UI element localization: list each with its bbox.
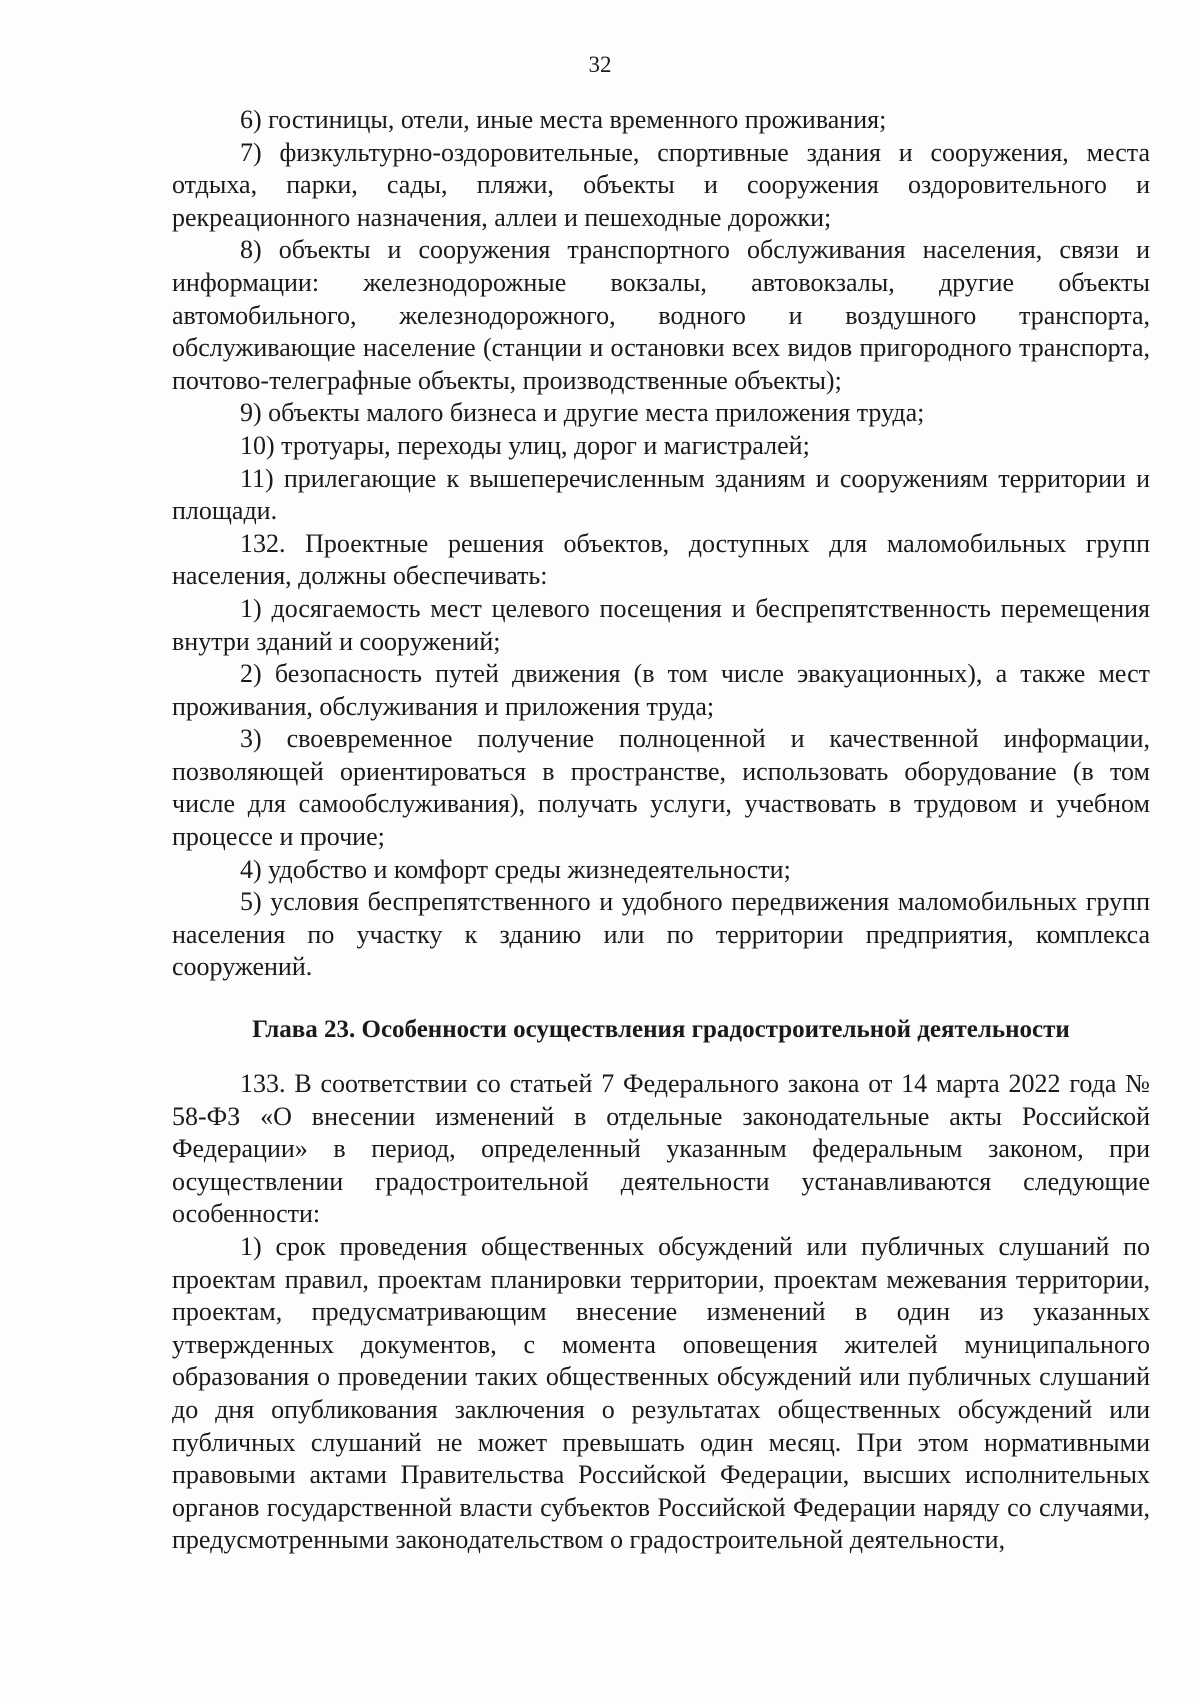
paragraph: 5) условия беспрепятственного и удобного передвижения маломобильных групп населения по участку к зданию или по территории предприятия, комплекса сооружений. [172, 887, 1150, 982]
page-number: 32 [588, 52, 612, 77]
document-body [172, 104, 1150, 1557]
paragraph: 4) удобство и комфорт среды жизнедеятельности; [240, 854, 791, 884]
paragraph: 9) объекты малого бизнеса и другие места приложения труда; [240, 398, 925, 428]
chapter-heading: Глава 23. Особенности осуществления градостроительной деятельности [252, 1016, 1070, 1044]
paragraph: 8) объекты и сооружения транспортного обслуживания населения, связи и информации: железнодорожные вокзалы, автовокзалы, другие объекты автомобильного, железнодорожного, водного и воздушного транспорта, обслуживающие население (станции и остановки всех видов пригородного транспорта, почтово-телеграфные объекты, производственные объекты); [172, 235, 1150, 395]
paragraph: 10) тротуары, переходы улиц, дорог и магистралей; [240, 430, 810, 460]
paragraph: 7) физкультурно-оздоровительные, спортивные здания и сооружения, места отдыха, парки, сады, пляжи, объекты и сооружения оздоровительного и рекреационного назначения, аллеи и пешеходные дорожки; [172, 137, 1150, 232]
paragraph: 11) прилегающие к вышеперечисленным зданиям и сооружениям территории и площади. [172, 463, 1150, 526]
paragraph: 3) своевременное получение полноценной и качественной информации, позволяющей ориентироваться в пространстве, использовать оборудование (в том числе для самообслуживания), получать услуги, участвовать в трудовом и учебном процессе и прочие; [172, 724, 1150, 852]
paragraph: 133. В соответствии со статьей 7 Федерального закона от 14 марта 2022 года № 58-ФЗ «О внесении изменений в отдельные законодательные акты Российской Федерации» в период, определенный указанным федеральным законом, при осуществлении градостроительной деятельности устанавливаются следующие особенности: [172, 1069, 1150, 1229]
paragraph: 1) срок проведения общественных обсуждений или публичных слушаний по проектам правил, проектам планировки территории, проектам межевания территории, проектам, предусматривающим внесение изменений в один из указанных утвержденных документов, с момента оповещения жителей муниципального образования о проведении таких общественных обсуждений или публичных слушаний до дня опубликования заключения о результатах общественных обсуждений или публичных слушаний не может превышать один месяц. При этом нормативными правовыми актами Правительства Российской Федерации, высших исполнительных органов государственной власти субъектов Российской Федерации наряду со случаями, предусмотренными законодательством о градостроительной деятельности, [172, 1232, 1150, 1555]
paragraph: 1) досягаемость мест целевого посещения и беспрепятственность перемещения внутри зданий и сооружений; [172, 593, 1150, 656]
paragraph: 132. Проектные решения объектов, доступных для маломобильных групп населения, должны обеспечивать: [172, 528, 1150, 591]
paragraph: 6) гостиницы, отели, иные места временного проживания; [240, 105, 887, 134]
paragraph: 2) безопасность путей движения (в том числе эвакуационных), а также мест проживания, обслуживания и приложения труда; [172, 659, 1150, 721]
